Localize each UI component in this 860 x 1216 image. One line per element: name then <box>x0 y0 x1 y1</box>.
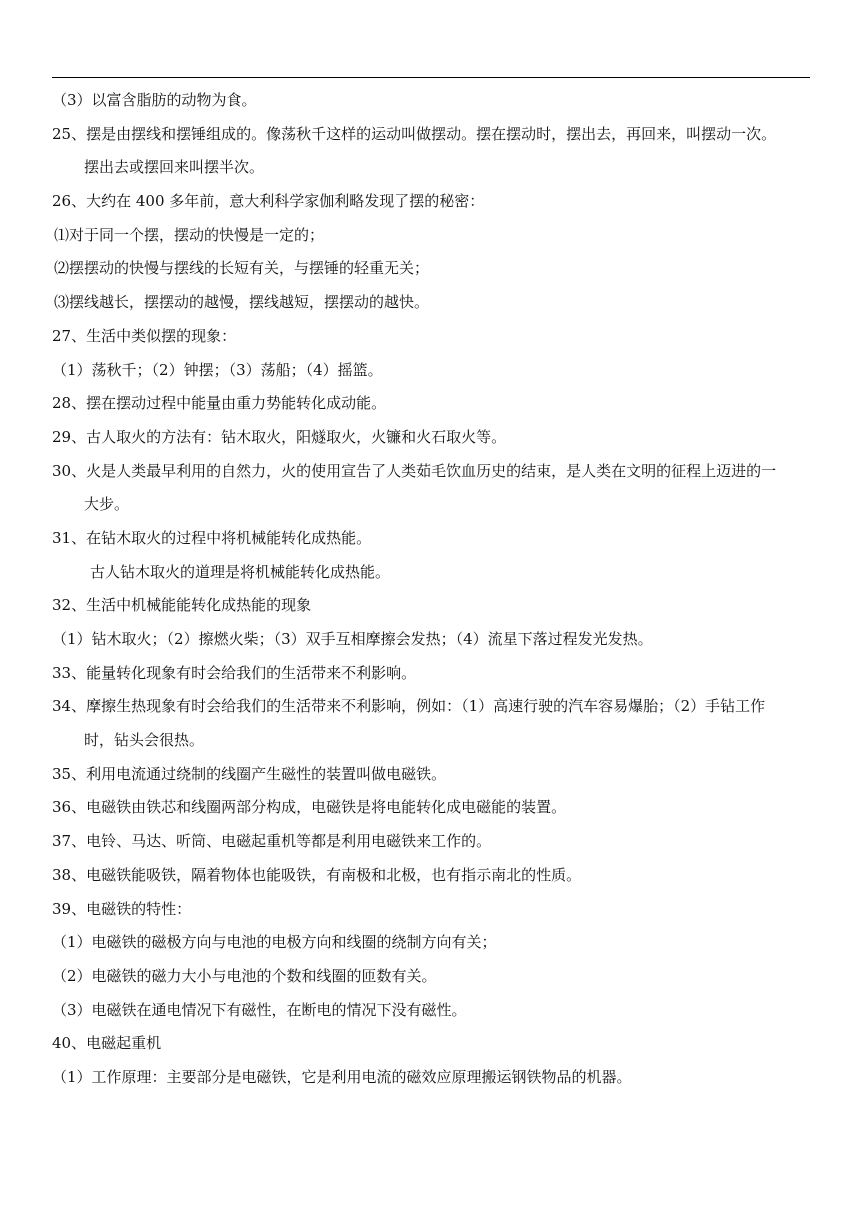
text-line: 摆出去或摆回来叫摆半次。 <box>84 158 265 177</box>
text-line: （1）钻木取火；（2）擦燃火柴；（3）双手互相摩擦会发热；（4）流星下落过程发光发热。 <box>52 630 653 648</box>
text-line: ⑵摆摆动的快慢与摆线的长短有关，与摆锤的轻重无关； <box>54 259 430 278</box>
document-body <box>52 84 812 1095</box>
text-line: 时，钻头会很热。 <box>84 731 205 750</box>
text-line: 33、能量转化现象有时会给我们的生活带来不利影响。 <box>52 663 417 682</box>
text-line: （1）荡秋千；（2）钟摆；（3）荡船；（4）摇篮。 <box>52 360 383 379</box>
text-line: ⑴对于同一个摆，摆动的快慢是一定的； <box>54 225 325 244</box>
text-line: 31、在钻木取火的过程中将机械能转化成热能。 <box>52 528 372 547</box>
text-line: 30、火是人类最早利用的自然力，火的使用宣告了人类茹毛饮血历史的结束，是人类在文明的征程上迈进的一 <box>52 461 777 480</box>
text-line: 40、电磁起重机 <box>52 1034 162 1053</box>
text-line: 38、电磁铁能吸铁，隔着物体也能吸铁，有南极和北极，也有指示南北的性质。 <box>52 865 582 884</box>
text-line: （3）以富含脂肪的动物为食。 <box>52 91 257 109</box>
text-line: 34、摩擦生热现象有时会给我们的生活带来不利影响，例如：（1）高速行驶的汽车容易爆胎；（2）手钻工作 <box>52 697 766 716</box>
text-line: 25、摆是由摆线和摆锤组成的。像荡秋千这样的运动叫做摆动。摆在摆动时，摆出去，再回来，叫摆动一次。 <box>52 124 777 143</box>
text-line: （3）电磁铁在通电情况下有磁性，在断电的情况下没有磁性。 <box>52 1000 467 1019</box>
text-line: 古人钻木取火的道理是将机械能转化成热能。 <box>90 562 391 581</box>
text-line: 36、电磁铁由铁芯和线圈两部分构成，电磁铁是将电能转化成电磁能的装置。 <box>52 798 567 817</box>
text-line: （2）电磁铁的磁力大小与电池的个数和线圈的匝数有关。 <box>52 966 437 985</box>
text-line: 32、生活中机械能能转化成热能的现象 <box>52 596 312 615</box>
text-line: 39、电磁铁的特性： <box>52 899 192 918</box>
text-line: 37、电铃、马达、听筒、电磁起重机等都是利用电磁铁来工作的。 <box>52 832 492 851</box>
text-line: 28、摆在摆动过程中能量由重力势能转化成动能。 <box>52 394 387 413</box>
header-rule <box>52 77 810 78</box>
text-line: （1）工作原理：主要部分是电磁铁，它是利用电流的磁效应原理搬运钢铁物品的机器。 <box>52 1067 632 1086</box>
text-line: （1）电磁铁的磁极方向与电池的电极方向和线圈的绕制方向有关； <box>52 933 497 952</box>
text-line: 26、大约在 400 多年前，意大利科学家伽利略发现了摆的秘密： <box>52 192 485 211</box>
text-line: 27、生活中类似摆的现象： <box>52 326 237 345</box>
text-line: ⑶摆线越长，摆摆动的越慢，摆线越短，摆摆动的越快。 <box>54 293 430 312</box>
text-line: 29、古人取火的方法有：钻木取火，阳燧取火，火镰和火石取火等。 <box>52 427 507 446</box>
text-line: 35、利用电流通过绕制的线圈产生磁性的装置叫做电磁铁。 <box>52 764 447 783</box>
text-line: 大步。 <box>84 495 130 514</box>
